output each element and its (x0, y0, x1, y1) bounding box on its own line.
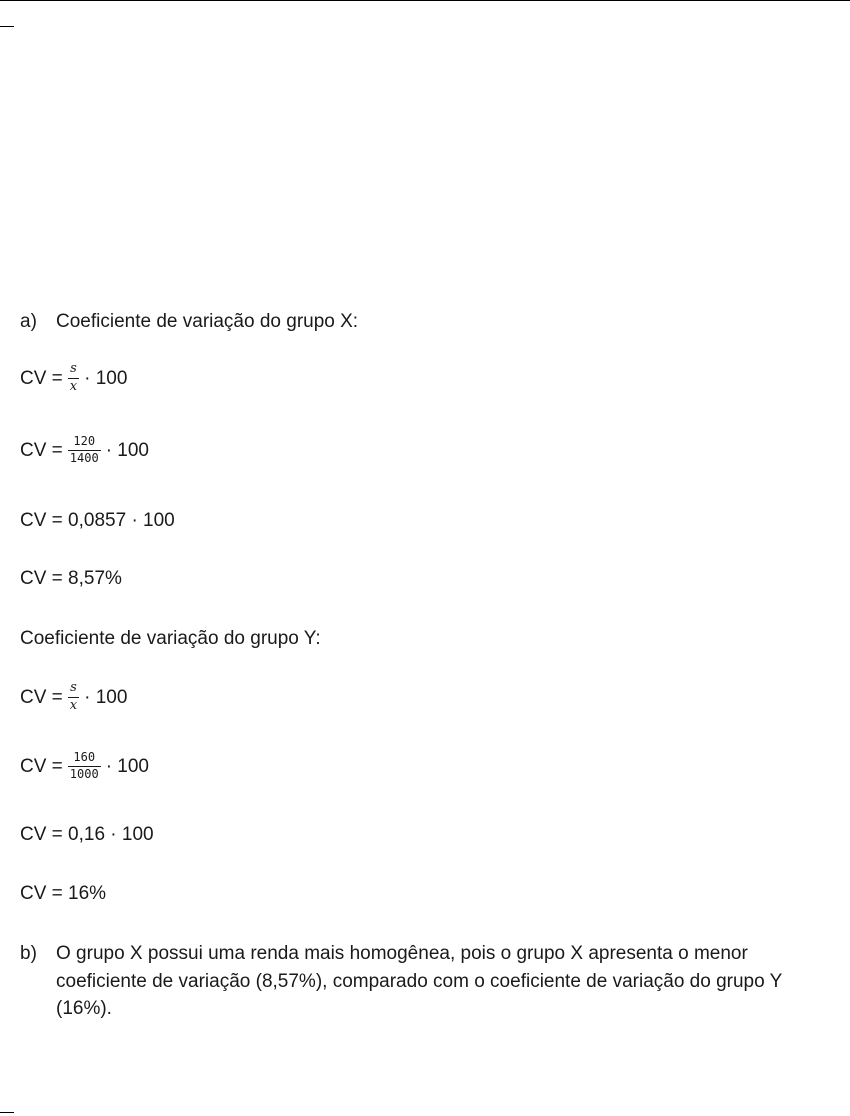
top-border-line (0, 0, 850, 1)
top-corner-mark (0, 26, 14, 27)
fraction-numerator: 120 (73, 434, 96, 448)
fraction-160-over-1000 (68, 751, 101, 782)
cv-result-x (20, 569, 122, 588)
answer-b (20, 940, 800, 1023)
fraction-numerator: s (70, 361, 77, 376)
step1-prefix: CV = (20, 439, 63, 461)
heading-group-x-text: Coeficiente de variação do grupo X: (56, 311, 359, 332)
heading-group-y-text: Coeficiente de variação do grupo Y: (20, 628, 321, 649)
fraction-s-over-x (68, 681, 79, 714)
cv-step2-y (20, 825, 154, 844)
cv-step1-y (20, 751, 149, 782)
formula-prefix: CV = (20, 686, 63, 708)
cv-formula-y (20, 681, 127, 714)
formula-suffix: · 100 (84, 367, 128, 389)
answer-b-text: O grupo X possui uma renda mais homogênea, pois o grupo X apresenta o menor coeficiente de variação (8,57%), comparado com o coeficiente de variação do grupo Y (16%). (56, 943, 782, 1020)
fraction-s-over-x (68, 362, 79, 395)
fraction-denominator: x (69, 378, 78, 394)
step1-suffix: · 100 (105, 439, 149, 461)
heading-group-y (20, 629, 321, 648)
step1-prefix: CV = (20, 755, 63, 777)
fraction-120-over-1400 (68, 435, 101, 466)
step1-suffix: · 100 (105, 755, 149, 777)
cv-result-y (20, 884, 106, 903)
list-marker-b: b) (20, 943, 37, 964)
fraction-denominator: 1400 (69, 450, 99, 465)
cv-formula-x (20, 362, 127, 395)
step2-text: CV = 0,16 · 100 (20, 824, 154, 845)
list-marker-a: a) (20, 311, 37, 332)
cv-step1-x (20, 435, 149, 466)
bottom-corner-mark (0, 1112, 14, 1113)
fraction-denominator: x (69, 697, 78, 713)
fraction-denominator: 1000 (69, 766, 99, 781)
heading-group-x (20, 312, 358, 331)
result-text: CV = 16% (20, 883, 107, 904)
cv-step2-x (20, 511, 175, 530)
step2-text: CV = 0,0857 · 100 (20, 510, 175, 531)
formula-prefix: CV = (20, 367, 63, 389)
fraction-numerator: 160 (73, 750, 96, 764)
formula-suffix: · 100 (84, 686, 128, 708)
fraction-numerator: s (70, 680, 77, 695)
result-text: CV = 8,57% (20, 568, 122, 589)
